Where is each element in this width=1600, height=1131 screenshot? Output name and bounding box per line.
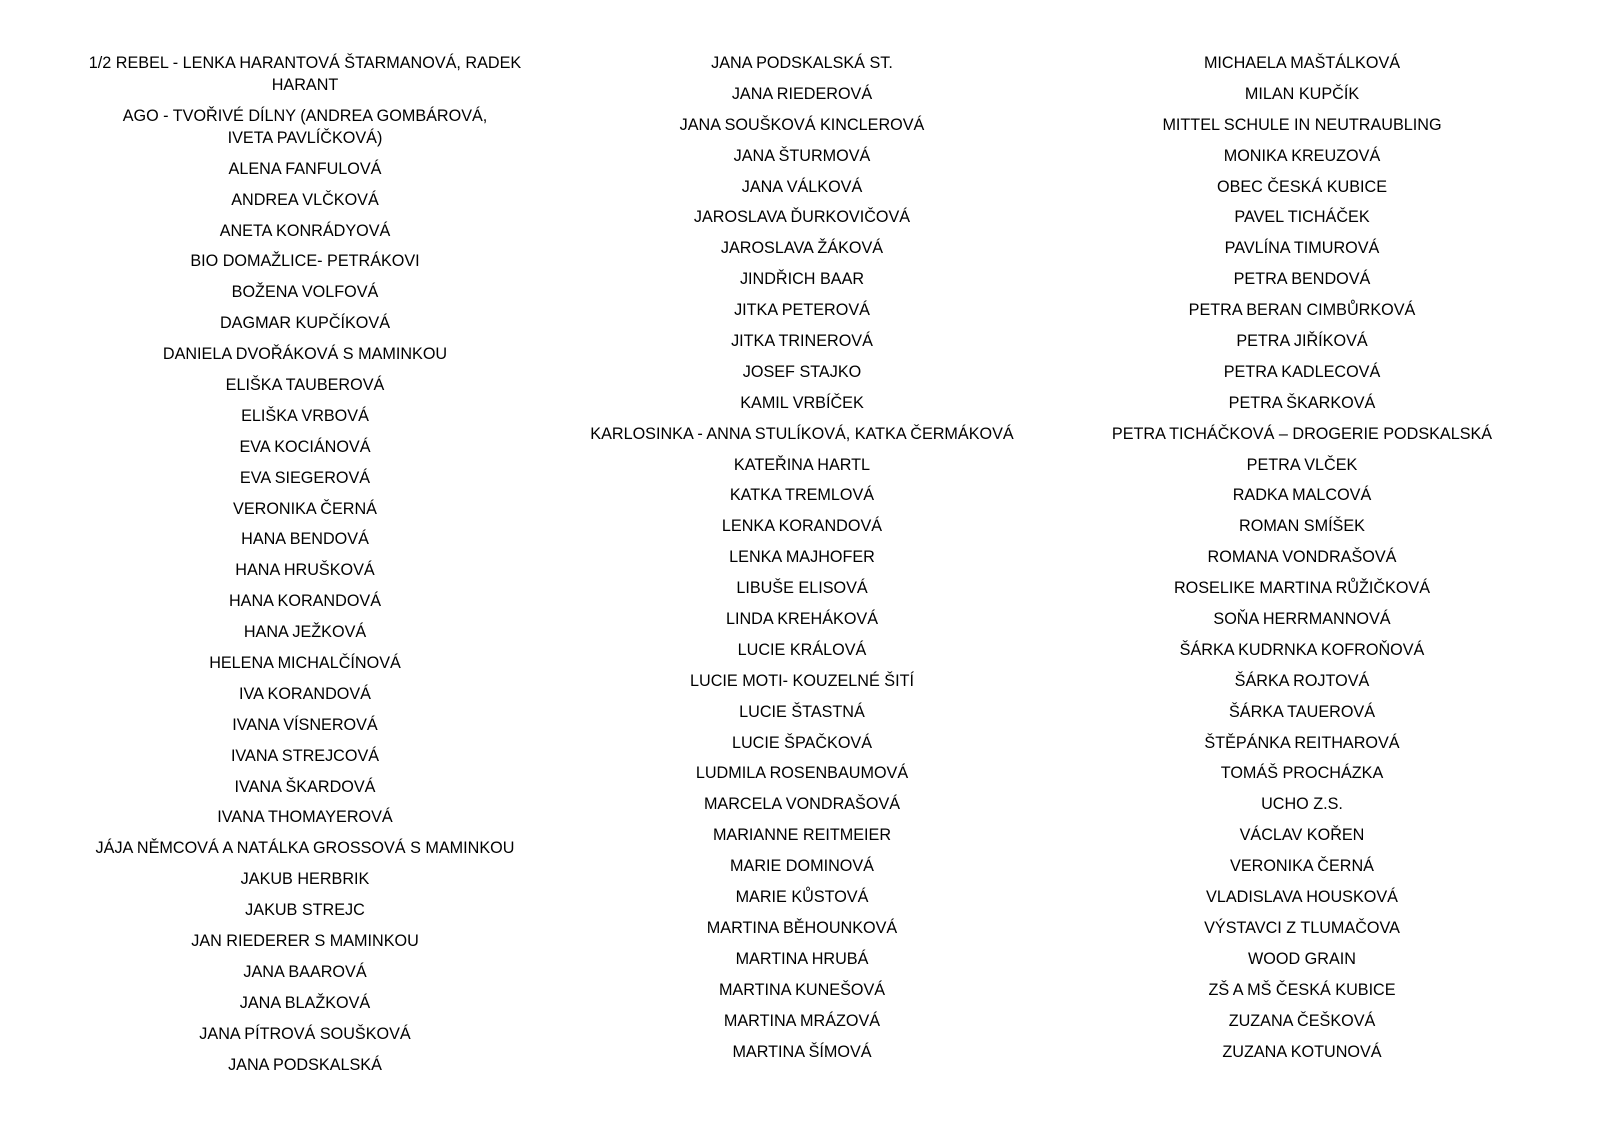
name-entry: 1/2 REBEL - LENKA HARANTOVÁ ŠTARMANOVÁ, RADEK HARANT bbox=[88, 54, 522, 94]
name-entry: HANA HRUŠKOVÁ bbox=[235, 561, 375, 580]
name-entry: ŠÁRKA TAUEROVÁ bbox=[1228, 702, 1376, 721]
name-entry: LENKA MAJHOFER bbox=[729, 548, 875, 567]
name-entry: PETRA ŠKARKOVÁ bbox=[1228, 393, 1376, 412]
name-entry: HANA KORANDOVÁ bbox=[228, 592, 382, 611]
name-entry: ROMANA VONDRAŠOVÁ bbox=[1207, 548, 1397, 567]
name-entry: JANA BLAŽKOVÁ bbox=[239, 993, 371, 1012]
name-entry: JOSEF STAJKO bbox=[742, 362, 862, 381]
name-entry: MARIANNE REITMEIER bbox=[712, 826, 892, 845]
name-entry: ŠTĚPÁNKA REITHAROVÁ bbox=[1204, 733, 1400, 752]
name-entry: KAMIL VRBÍČEK bbox=[740, 393, 864, 412]
name-entry: JITKA TRINEROVÁ bbox=[731, 332, 873, 351]
name-entry: BIO DOMAŽLICE- PETRÁKOVI bbox=[190, 252, 420, 271]
name-entry: ROMAN SMÍŠEK bbox=[1239, 517, 1365, 536]
name-entry: ALENA FANFULOVÁ bbox=[228, 159, 382, 178]
name-entry: HANA JEŽKOVÁ bbox=[243, 623, 367, 642]
name-entry: RADKA MALCOVÁ bbox=[1232, 486, 1372, 505]
name-entry: MILAN KUPČÍK bbox=[1244, 84, 1360, 103]
name-entry: JAROSLAVA ĎURKOVIČOVÁ bbox=[693, 208, 911, 227]
name-entry: HANA BENDOVÁ bbox=[241, 530, 369, 549]
name-entry: JAKUB HERBRIK bbox=[240, 870, 370, 889]
name-entry: ANETA KONRÁDYOVÁ bbox=[219, 221, 391, 240]
name-entry: ZUZANA ČEŠKOVÁ bbox=[1228, 1011, 1376, 1030]
name-entry: MARTINA MRÁZOVÁ bbox=[723, 1011, 881, 1030]
name-entry: LUCIE ŠPAČKOVÁ bbox=[731, 733, 873, 752]
name-entry: ZUZANA KOTUNOVÁ bbox=[1222, 1042, 1382, 1061]
name-entry: LIBUŠE ELISOVÁ bbox=[736, 579, 868, 598]
name-entry: VÁCLAV KOŘEN bbox=[1239, 826, 1365, 845]
name-entry: HELENA MICHALČÍNOVÁ bbox=[209, 654, 401, 673]
name-entry: EVA KOCIÁNOVÁ bbox=[239, 437, 371, 456]
name-entry: JÁJA NĚMCOVÁ A NATÁLKA GROSSOVÁ S MAMINKOU bbox=[95, 839, 515, 858]
name-column-2 bbox=[590, 52, 1014, 1071]
name-entry: VERONIKA ČERNÁ bbox=[1230, 857, 1374, 876]
name-entry: ELIŠKA TAUBEROVÁ bbox=[225, 376, 385, 395]
name-entry: MARIE KŮSTOVÁ bbox=[735, 888, 869, 907]
name-entry: JANA PODSKALSKÁ bbox=[228, 1055, 382, 1074]
name-entry: PAVEL TICHÁČEK bbox=[1234, 208, 1370, 227]
name-entry: PETRA KADLECOVÁ bbox=[1223, 362, 1381, 381]
name-entry: PETRA JIŘÍKOVÁ bbox=[1236, 332, 1368, 351]
name-entry: JANA ŠTURMOVÁ bbox=[733, 146, 871, 165]
name-entry: ROSELIKE MARTINA RŮŽIČKOVÁ bbox=[1173, 579, 1431, 598]
name-entry: JAKUB STREJC bbox=[245, 901, 365, 920]
name-entry: MARTINA HRUBÁ bbox=[735, 949, 869, 968]
name-entry: DAGMAR KUPČÍKOVÁ bbox=[219, 314, 390, 333]
name-entry: JANA PÍTROVÁ SOUŠKOVÁ bbox=[199, 1024, 411, 1043]
name-entry: JANA BAAROVÁ bbox=[243, 962, 367, 981]
name-entry: MITTEL SCHULE IN NEUTRAUBLING bbox=[1162, 115, 1442, 134]
name-entry: OBEC ČESKÁ KUBICE bbox=[1216, 177, 1388, 196]
name-entry: JITKA PETEROVÁ bbox=[734, 301, 870, 320]
name-column-1 bbox=[55, 52, 555, 1085]
name-entry: KATEŘINA HARTL bbox=[733, 455, 871, 474]
name-entry: ZŠ A MŠ ČESKÁ KUBICE bbox=[1208, 980, 1396, 999]
name-entry: VÝSTAVCI Z TLUMAČOVA bbox=[1204, 918, 1400, 937]
name-entry: ANDREA VLČKOVÁ bbox=[231, 190, 379, 209]
name-entry: BOŽENA VOLFOVÁ bbox=[231, 283, 379, 302]
name-entry: VERONIKA ČERNÁ bbox=[233, 499, 377, 518]
name-entry: WOOD GRAIN bbox=[1248, 949, 1356, 968]
name-entry: IVANA STREJCOVÁ bbox=[230, 746, 380, 765]
name-entry: LUCIE KRÁLOVÁ bbox=[737, 640, 867, 659]
name-entry: KATKA TREMLOVÁ bbox=[729, 486, 875, 505]
name-entry: LENKA KORANDOVÁ bbox=[721, 517, 883, 536]
name-entry: MARIE DOMINOVÁ bbox=[730, 857, 874, 876]
name-entry: JANA SOUŠKOVÁ KINCLEROVÁ bbox=[679, 115, 925, 134]
name-entry: EVA SIEGEROVÁ bbox=[239, 468, 371, 487]
name-entry: IVA KORANDOVÁ bbox=[239, 684, 371, 703]
name-entry: JANA PODSKALSKÁ ST. bbox=[711, 54, 893, 72]
name-entry: IVANA VÍSNEROVÁ bbox=[232, 715, 378, 734]
name-entry: IVANA THOMAYEROVÁ bbox=[217, 808, 393, 827]
name-entry: UCHO Z.S. bbox=[1261, 795, 1343, 814]
name-entry: AGO - TVOŘIVÉ DÍLNY (ANDREA GOMBÁROVÁ, IVETA PAVLÍČKOVÁ) bbox=[122, 106, 488, 147]
name-entry: SOŇA HERRMANNOVÁ bbox=[1213, 610, 1391, 629]
name-entry: JAN RIEDERER S MAMINKOU bbox=[191, 932, 419, 951]
name-column-3 bbox=[1102, 52, 1502, 1071]
name-entry: LUCIE MOTI- KOUZELNÉ ŠITÍ bbox=[690, 671, 914, 690]
name-entry: MARTINA ŠÍMOVÁ bbox=[732, 1042, 872, 1061]
name-entry: IVANA ŠKARDOVÁ bbox=[234, 777, 376, 796]
name-entry: JINDŘICH BAAR bbox=[739, 270, 865, 289]
name-entry: PAVLÍNA TIMUROVÁ bbox=[1224, 239, 1380, 258]
name-entry: TOMÁŠ PROCHÁZKA bbox=[1220, 764, 1384, 783]
name-entry: JANA RIEDEROVÁ bbox=[731, 84, 873, 103]
name-entry: MARTINA BĚHOUNKOVÁ bbox=[706, 918, 898, 937]
name-entry: PETRA TICHÁČKOVÁ – DROGERIE PODSKALSKÁ bbox=[1111, 424, 1493, 443]
name-entry: LUCIE ŠTASTNÁ bbox=[739, 702, 865, 721]
name-entry: KARLOSINKA - ANNA STULÍKOVÁ, KATKA ČERMÁKOVÁ bbox=[590, 424, 1014, 443]
name-entry: LUDMILA ROSENBAUMOVÁ bbox=[695, 764, 909, 783]
name-entry: MARTINA KUNEŠOVÁ bbox=[718, 980, 886, 999]
name-entry: DANIELA DVOŘÁKOVÁ S MAMINKOU bbox=[162, 345, 448, 364]
name-entry: ŠÁRKA KUDRNKA KOFROŇOVÁ bbox=[1179, 640, 1425, 659]
name-entry: MONIKA KREUZOVÁ bbox=[1223, 146, 1381, 165]
name-entry: LINDA KREHÁKOVÁ bbox=[725, 610, 879, 629]
name-entry: PETRA BERAN CIMBŮRKOVÁ bbox=[1188, 301, 1416, 320]
name-entry: JANA VÁLKOVÁ bbox=[741, 177, 863, 196]
name-entry: JAROSLAVA ŽÁKOVÁ bbox=[720, 239, 884, 258]
name-entry: VLADISLAVA HOUSKOVÁ bbox=[1206, 888, 1398, 907]
name-entry: MARCELA VONDRAŠOVÁ bbox=[703, 795, 901, 814]
name-entry: ELIŠKA VRBOVÁ bbox=[241, 406, 369, 425]
name-entry: ŠÁRKA ROJTOVÁ bbox=[1234, 671, 1370, 690]
name-entry: MICHAELA MAŠTÁLKOVÁ bbox=[1203, 54, 1401, 72]
name-entry: PETRA BENDOVÁ bbox=[1233, 270, 1371, 289]
name-entry: PETRA VLČEK bbox=[1246, 455, 1358, 474]
